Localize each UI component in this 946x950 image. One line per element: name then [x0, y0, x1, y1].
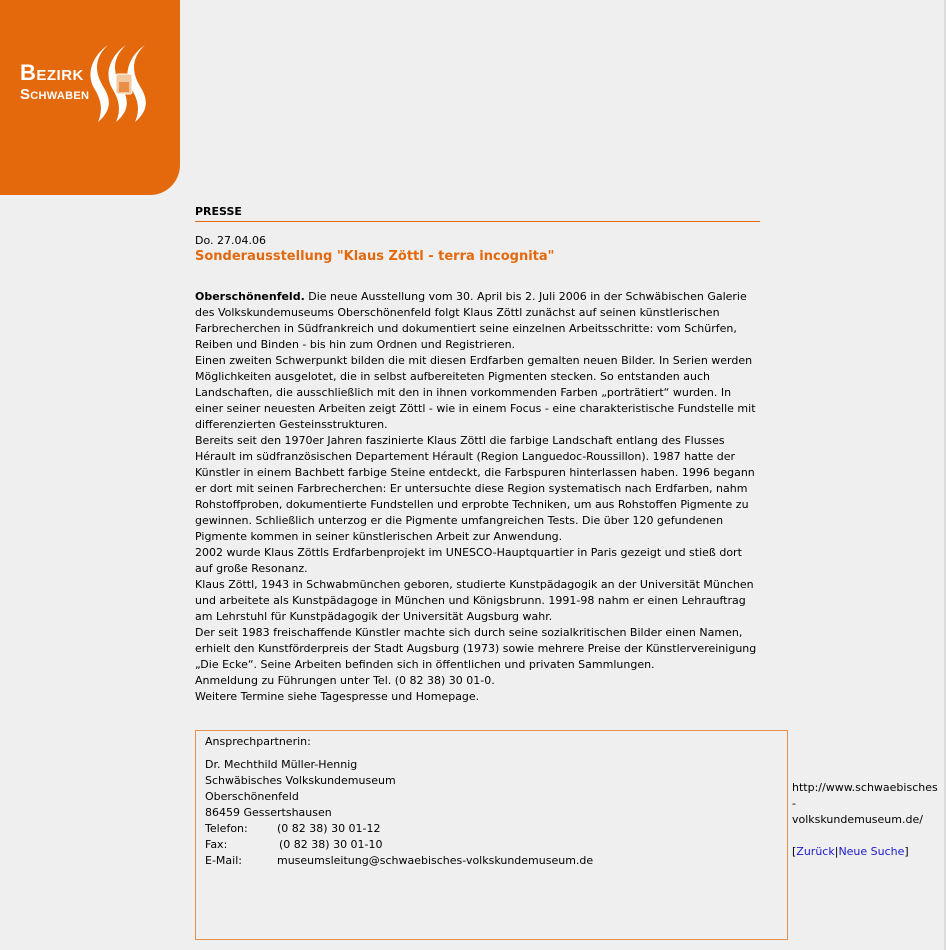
- contact-details: [205, 757, 593, 869]
- logo-text-schwaben: Schwaben: [20, 86, 90, 103]
- sidebar-links: [792, 780, 946, 860]
- contact-label: Ansprechpartnerin:: [205, 735, 311, 748]
- phone-value: (0 82 38) 30 01-12: [277, 822, 381, 835]
- link-separator: |: [834, 845, 839, 858]
- new-search-link[interactable]: Neue Suche: [838, 845, 905, 858]
- phone-label: Telefon:: [205, 822, 248, 835]
- fax-label: Fax:: [205, 838, 228, 851]
- article-lead: Oberschönenfeld.: [195, 290, 305, 303]
- contact-email-row: [205, 853, 593, 869]
- url-line-3: volkskundemuseum.de/: [792, 813, 923, 826]
- url-line-1: http://www.schwaebisches: [792, 781, 938, 794]
- coat-of-arms-icon: [116, 74, 132, 94]
- contact-box: [195, 730, 788, 940]
- contact-city: 86459 Gessertshausen: [205, 806, 332, 819]
- contact-org: Schwäbisches Volkskundemuseum: [205, 774, 396, 787]
- contact-name: Dr. Mechthild Müller-Hennig: [205, 758, 358, 771]
- article-paragraph: Der seit 1983 freischaffende Künstler machte sich durch seine sozialkritischen Bilder einen Namen, erhielt den Kunstförderpreis der Stadt Augsburg (1973) sowie mehrere Preise der Künstlervereinigung „Die Ecke“. Seine Arbeiten befinden sich in öffentlichen und privaten Sammlungen.: [195, 626, 757, 671]
- bracket-open: [: [792, 845, 797, 858]
- article-paragraph: 2002 wurde Klaus Zöttls Erdfarbenprojekt im UNESCO-Hauptquartier in Paris gezeigt und stieß dort auf große Resonanz.: [195, 546, 742, 575]
- article-paragraph: Klaus Zöttl, 1943 in Schwabmünchen geboren, studierte Kunstpädagogik an der Universität München und arbeitete als Kunstpädagoge in München und Königsbrunn. 1991-98 nahm er einen Lehrauftrag am Lehrstuhl für Kunstpädagogik der Universität Augsburg wahr.: [195, 578, 754, 623]
- article-headline: Sonderausstellung "Klaus Zöttl - terra incognita": [195, 249, 555, 264]
- logo-text-bezirk: Bezirk: [20, 60, 84, 85]
- museum-url[interactable]: [792, 780, 946, 828]
- fax-value: (0 82 38) 30 01-10: [279, 838, 383, 851]
- article-paragraph: Bereits seit den 1970er Jahren faszinierte Klaus Zöttl die farbige Landschaft entlang des Flusses Hérault im südfranzösischen Departement Hérault (Region Languedoc-Roussillon). 1987 hatte der Künstler in einem Bachbett farbige Steine entdeckt, die Farbspuren hinterlassen haben. 1996 begann er dort mit seinen Farbrecherchen: Er untersuchte diese Region systematisch nach Erdfarben, nahm Rohstoffproben, dokumentierte Fundstellen und erprobte Techniken, um aus Rohstoffen Pigmente zu gewinnen. Schließlich unterzog er die Pigmente umfangreichen Tests. Die über 120 gefundenen Pigmente kommen in seiner künstlerischen Arbeit zur Anwendung.: [195, 434, 755, 543]
- press-article: [195, 205, 760, 705]
- article-paragraph: Anmeldung zu Führungen unter Tel. (0 82 38) 30 01-0.: [195, 674, 495, 687]
- email-label: E-Mail:: [205, 854, 242, 867]
- contact-fax-row: [205, 837, 593, 853]
- article-paragraph: Oberschönenfeld. Die neue Ausstellung vom 30. April bis 2. Juli 2006 in der Schwäbischen Galerie des Volkskundemuseums Oberschönenfeld folgt Klaus Zöttl zunächst auf seinen künstlerischen Farbrecherchen in Südfrankreich und dokumentiert seine einzelnen Arbeitsschritte: vom Schürfen, Reiben und Binden - bis hin zum Ordnen und Registrieren.: [195, 290, 747, 351]
- back-link[interactable]: Zurück: [796, 845, 835, 858]
- article-paragraph: Einen zweiten Schwerpunkt bilden die mit diesen Erdfarben gemalten neuen Bilder. In Serien werden Möglichkeiten ausgelotet, die in selbst aufbereiteten Pigmenten stecken. So entstanden auch Landschaften, die ausschließlich mit den in ihnen vorkommenden Farben „porträtiert“ wurden. In einer seiner neuesten Arbeiten zeigt Zöttl - wie in einem Focus - eine charakteristische Fundstelle mit differenzierten Gesteinsstrukturen.: [195, 354, 756, 431]
- nav-links: [792, 844, 946, 860]
- url-line-2: -: [792, 797, 796, 810]
- contact-place: Oberschönenfeld: [205, 790, 299, 803]
- contact-phone-row: [205, 821, 593, 837]
- section-title: PRESSE: [195, 205, 760, 222]
- article-body: [195, 289, 760, 705]
- article-date: Do. 27.04.06: [195, 234, 266, 247]
- bracket-close: ]: [904, 845, 909, 858]
- article-paragraph: Weitere Termine siehe Tagespresse und Homepage.: [195, 690, 480, 703]
- bezirk-schwaben-logo[interactable]: [0, 0, 180, 195]
- email-value[interactable]: museumsleitung@schwaebisches-volkskundemuseum.de: [277, 854, 594, 867]
